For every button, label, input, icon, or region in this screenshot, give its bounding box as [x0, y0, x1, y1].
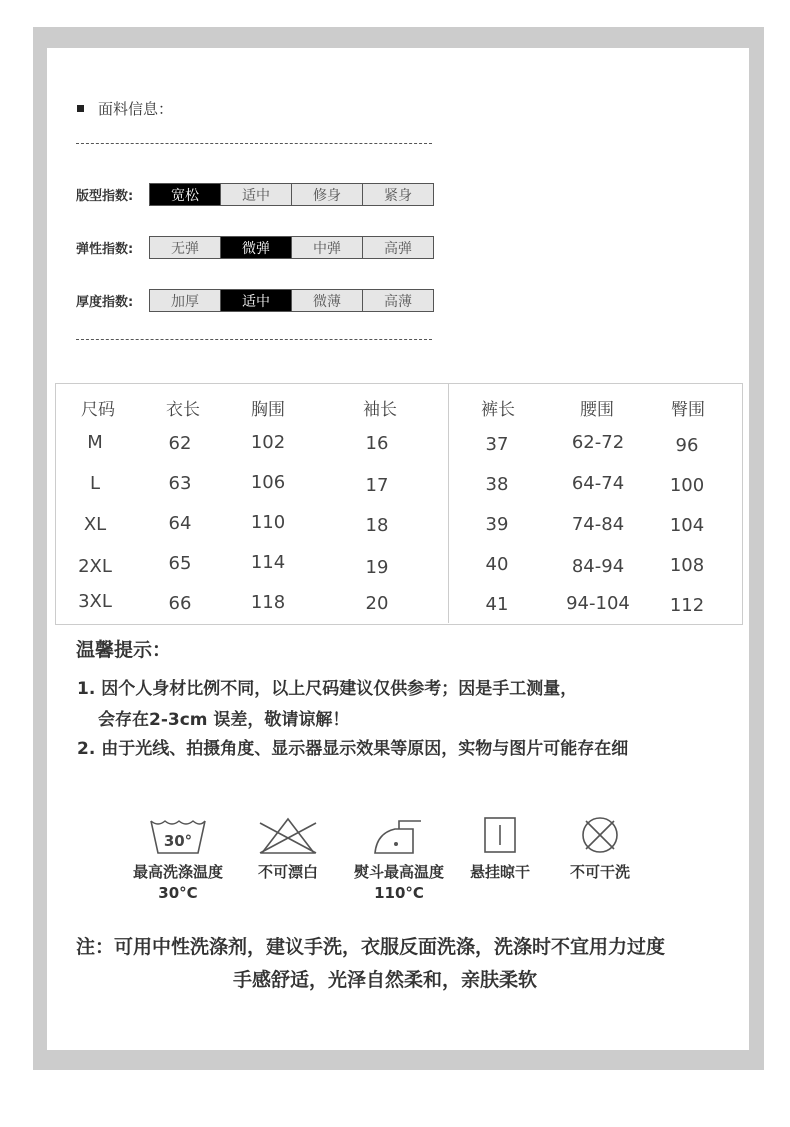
table-cell: XL [83, 514, 107, 535]
table-cell: M [87, 432, 103, 453]
table-cell: 110 [250, 512, 286, 533]
fit-index-label: 版型指数: [76, 189, 134, 204]
care-hang-dry-label: 悬挂晾干 [469, 863, 530, 881]
fabric-info-title: 面料信息： [98, 100, 174, 118]
table-cell: 17 [365, 475, 389, 496]
fit-option-tight: 紧身 [384, 187, 412, 204]
table-cell: 94-104 [566, 593, 630, 614]
table-cell: 112 [669, 595, 705, 616]
table-cell: 40 [485, 554, 509, 575]
thickness-option-very-thin: 高薄 [384, 293, 412, 310]
bullet-square-icon [77, 105, 84, 112]
care-iron-temp: 110°C [374, 884, 424, 902]
table-cell: L [89, 473, 101, 494]
table-cell: 37 [485, 434, 509, 455]
table-cell: 19 [365, 557, 389, 578]
care-item-iron [340, 815, 458, 902]
stretch-index-label: 弹性指数: [76, 242, 134, 257]
thickness-option-thick: 加厚 [150, 290, 221, 311]
iron-icon [369, 815, 429, 857]
thickness-index-bar [149, 289, 434, 312]
table-cell: 65 [168, 553, 192, 574]
care-item-no-dry-clean [558, 815, 642, 882]
care-no-bleach-label: 不可漂白 [257, 863, 318, 881]
dashed-divider-bottom [76, 339, 432, 340]
hang-dry-icon [470, 815, 530, 857]
care-no-dry-clean-label: 不可干洗 [569, 863, 630, 881]
care-wash-label: 最高洗涤温度 [132, 863, 223, 881]
table-cell: 20 [365, 593, 389, 614]
tips-title: 温馨提示： [76, 639, 172, 661]
table-cell: 108 [669, 555, 705, 576]
fit-option-regular: 适中 [221, 184, 292, 205]
header-waist: 腰围 [580, 400, 614, 420]
stretch-option-none: 无弹 [150, 237, 221, 258]
care-item-hang-dry [458, 815, 542, 882]
tip-line-2: 会存在2-3cm 误差，敬请谅解！ [98, 710, 350, 730]
table-cell: 100 [669, 475, 705, 496]
table-cell: 62 [168, 433, 192, 454]
no-bleach-icon [258, 815, 318, 857]
care-iron-label: 熨斗最高温度 [353, 863, 444, 881]
care-wash-temp: 30°C [158, 884, 198, 902]
thickness-option-medium: 适中 [221, 290, 292, 311]
wash-30-icon [148, 815, 208, 857]
table-cell: 74-84 [571, 514, 625, 535]
svg-text:30°: 30° [163, 832, 193, 850]
fit-option-slim: 修身 [292, 184, 363, 205]
thickness-option-thin: 微薄 [292, 290, 363, 311]
stretch-option-medium: 中弹 [292, 237, 363, 258]
stretch-option-high: 高弹 [384, 240, 412, 257]
header-sleeve: 袖长 [363, 400, 397, 420]
table-cell: 64 [168, 513, 192, 534]
table-cell: 118 [250, 592, 286, 613]
header-length: 衣长 [166, 400, 200, 420]
table-cell: 18 [365, 515, 389, 536]
tip-line-3: 2. 由于光线、拍摄角度、显示器显示效果等原因，实物与图片可能存在细 [77, 739, 629, 759]
table-cell: 38 [485, 474, 509, 495]
table-cell: 63 [168, 473, 192, 494]
fit-option-loose: 宽松 [150, 184, 221, 205]
stretch-index-bar [149, 236, 434, 259]
dashed-divider-top [76, 143, 432, 144]
care-item-wash [118, 815, 238, 902]
stretch-option-slight: 微弹 [221, 237, 292, 258]
table-cell: 96 [675, 435, 699, 456]
header-hip: 臀围 [671, 400, 705, 420]
header-chest: 胸围 [251, 400, 285, 420]
footer-note-line-1: 注：可用中性洗涤剂，建议手洗，衣服反面洗涤，洗涤时不宜用力过度 [76, 936, 666, 958]
table-cell: 62-72 [571, 432, 625, 453]
table-cell: 106 [250, 472, 286, 493]
size-table-divider [448, 383, 449, 623]
care-item-no-bleach [238, 815, 338, 882]
header-size: 尺码 [81, 400, 115, 420]
table-cell: 114 [250, 552, 286, 573]
table-cell: 84-94 [571, 556, 625, 577]
table-cell: 102 [250, 432, 286, 453]
table-cell: 66 [168, 593, 192, 614]
table-cell: 39 [485, 514, 509, 535]
no-dry-clean-icon [570, 815, 630, 857]
fit-index-bar [149, 183, 434, 206]
table-cell: 16 [365, 433, 389, 454]
footer-note-line-2: 手感舒适，光泽自然柔和，亲肤柔软 [233, 969, 538, 991]
table-cell: 41 [485, 594, 509, 615]
table-cell: 64-74 [571, 473, 625, 494]
header-pants-length: 裤长 [481, 400, 515, 420]
table-cell: 104 [669, 515, 705, 536]
thickness-index-label: 厚度指数: [76, 295, 134, 310]
table-cell: 2XL [78, 556, 112, 577]
table-cell: 3XL [78, 591, 112, 612]
tip-line-1: 1. 因个人身材比例不同，以上尺码建议仅供参考；因是手工测量， [77, 679, 578, 699]
